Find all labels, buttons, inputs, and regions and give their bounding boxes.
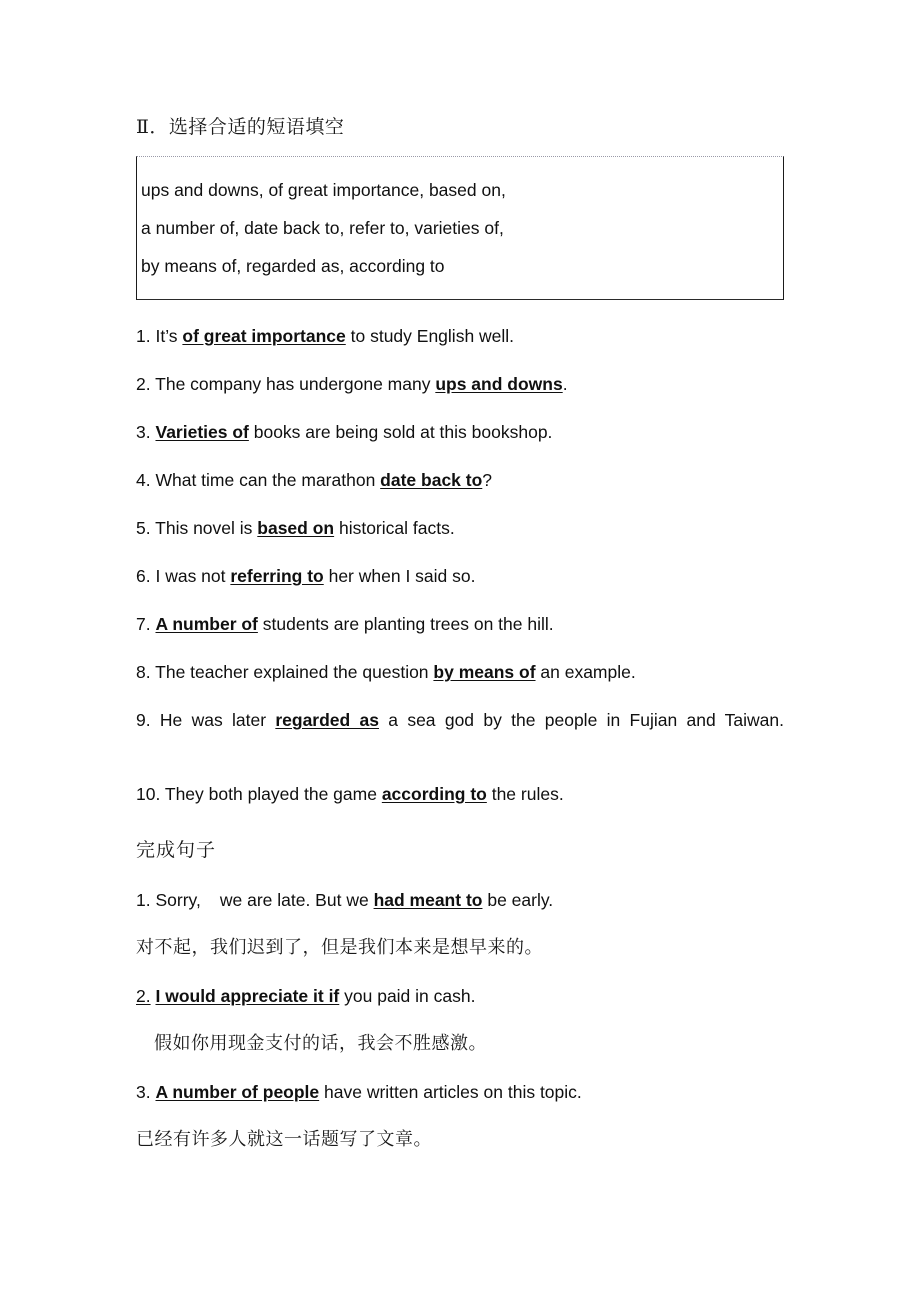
translation-line: 假如你用现金支付的话，我会不胜感激。 <box>154 1033 487 1054</box>
exercise-item <box>136 408 784 456</box>
exercise-item <box>136 456 784 504</box>
item-number: 6. <box>136 566 151 586</box>
item-text-after: . <box>562 374 568 394</box>
item-number: 8. <box>136 662 151 682</box>
item-text-before: I was not <box>150 566 231 586</box>
item-answer: A number of <box>155 614 258 634</box>
item-text-before: It’s <box>150 326 183 346</box>
item-number: 2. <box>136 986 151 1006</box>
item-text-after: a sea god by the people in Fujian and Taiwan. <box>379 710 784 730</box>
exercise-item <box>136 648 784 696</box>
item-number: 2. <box>136 374 151 394</box>
item-text-after: to study English well. <box>345 326 515 346</box>
item-answer: A number of people <box>155 1082 320 1102</box>
item-text-after: you paid in cash. <box>339 986 476 1006</box>
translation-line: 已经有许多人就这一话题写了文章。 <box>136 1129 432 1150</box>
item-number: 4. <box>136 470 151 490</box>
translation-line: 对不起，我们迟到了，但是我们本来是想早来的。 <box>136 937 543 958</box>
section-heading-complete-sentences: 完成句子 <box>136 839 217 861</box>
item-text-before: What time can the marathon <box>150 470 381 490</box>
exercise-item <box>136 360 784 408</box>
phrase-bank-line: a number of, date back to, refer to, varieties of, <box>141 218 504 238</box>
phrase-bank-line: ups and downs, of great importance, based on, <box>141 180 506 200</box>
item-text-after: the rules. <box>486 784 564 804</box>
item-text-after: books are being sold at this bookshop. <box>248 422 553 442</box>
item-text-before: The teacher explained the question <box>150 662 434 682</box>
item-number: 1. <box>136 326 151 346</box>
item-text-after: her when I said so. <box>323 566 476 586</box>
item-answer: ups and downs <box>435 374 563 394</box>
exercise-item <box>136 696 784 770</box>
item-answer: referring to <box>230 566 324 586</box>
document-content <box>136 112 784 1164</box>
item-number: 3. <box>136 422 151 442</box>
item-answer: based on <box>257 518 335 538</box>
exercise-item <box>136 600 784 648</box>
section-heading-fill-in-blanks: Ⅱ．选择合适的短语填空 <box>136 116 345 138</box>
item-number: 3. <box>136 1082 151 1102</box>
item-text-after: historical facts. <box>334 518 455 538</box>
item-number: 9. <box>136 710 151 730</box>
item-text-after: an example. <box>535 662 636 682</box>
item-answer: regarded as <box>275 710 379 730</box>
item-text-before: Sorry, <box>150 890 201 910</box>
item-answer: date back to <box>380 470 483 490</box>
sentence-item <box>136 1068 784 1116</box>
item-text-after: ? <box>482 470 493 490</box>
item-number: 1. <box>136 890 151 910</box>
item-text-after: students are planting trees on the hill. <box>257 614 554 634</box>
sentence-item <box>136 972 784 1020</box>
item-answer: Varieties of <box>155 422 249 442</box>
item-answer: by means of <box>433 662 536 682</box>
item-text-before: They both played the game <box>160 784 382 804</box>
item-text-after: have written articles on this topic. <box>319 1082 582 1102</box>
item-answer: I would appreciate it if <box>155 986 340 1006</box>
phrase-bank-line: by means of, regarded as, according to <box>141 256 445 276</box>
item-text-before-2: we are late. But we <box>219 890 374 910</box>
item-answer: of great importance <box>182 326 346 346</box>
item-answer: according to <box>381 784 487 804</box>
sentence-item <box>136 876 784 924</box>
exercise-item <box>136 504 784 552</box>
item-number: 10. <box>136 784 161 804</box>
item-text-before: He was later <box>150 710 276 730</box>
exercise-item <box>136 312 784 360</box>
phrase-bank-box <box>136 156 784 300</box>
exercise-item <box>136 552 784 600</box>
item-answer: had meant to <box>373 890 483 910</box>
item-text-after: be early. <box>482 890 554 910</box>
item-text-before: The company has undergone many <box>150 374 436 394</box>
item-number: 7. <box>136 614 151 634</box>
exercise-item <box>136 770 784 818</box>
item-number: 5. <box>136 518 151 538</box>
item-text-before: This novel is <box>150 518 258 538</box>
